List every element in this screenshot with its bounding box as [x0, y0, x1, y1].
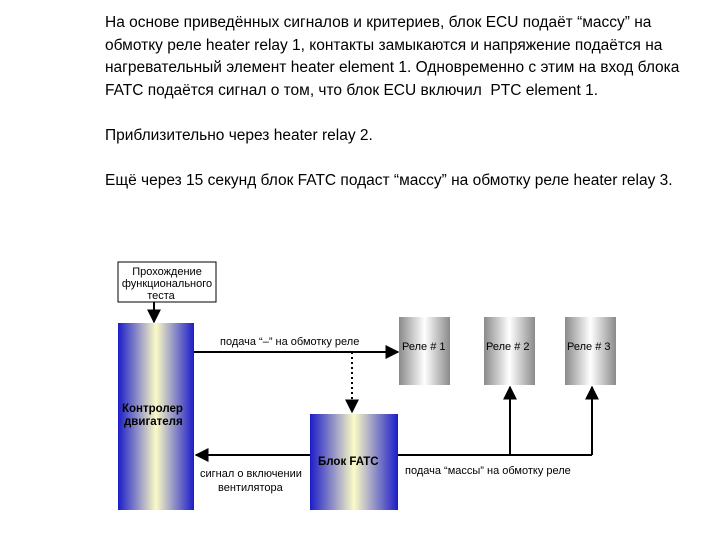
fatc-block — [310, 414, 398, 510]
relay-1-label: Реле # 1 — [402, 341, 446, 353]
mass-to-coil-label: подача “массы” на обмотку реле — [405, 465, 571, 477]
relay-3-label: Реле # 3 — [567, 341, 611, 353]
relay-1 — [399, 317, 450, 385]
functional-test-label-3: теста — [147, 290, 175, 302]
functional-test-label-2: функционального — [121, 278, 213, 290]
paragraph-1: На основе приведённых сигналов и критериев, блок ECU подаёт “массу” на обмотку реле heater relay 1, контакты замыкаются и напряжение подаётся на нагревательный элемент heater element 1. Одновременно с этим на вход блока FATC подаётся сигнал о том, что блок ECU включил PTC element 1. — [105, 14, 684, 99]
fan-signal-label-1: сигнал о включении — [200, 468, 302, 480]
to-relay-label: подача “–” на обмотку реле — [220, 336, 360, 348]
relay-2 — [484, 317, 535, 385]
paragraph-3: Ещё через 15 секунд блок FATC подаст “массу” на обмотку реле heater relay 3. — [105, 171, 673, 189]
paragraph-2: Приблизительно через heater relay 2. — [105, 126, 373, 144]
relay-3 — [565, 317, 616, 385]
fatc-block-label: Блок FATC — [318, 456, 379, 468]
engine-controller-box — [118, 323, 194, 510]
engine-controller-label-2: двигателя — [124, 416, 183, 428]
relay-2-label: Реле # 2 — [486, 341, 530, 353]
functional-test-box — [118, 262, 216, 302]
engine-controller-label-1: Контролер — [122, 403, 183, 415]
fan-signal-label-2: вентилятора — [218, 482, 283, 494]
functional-test-label-1: Прохождение — [132, 266, 202, 278]
